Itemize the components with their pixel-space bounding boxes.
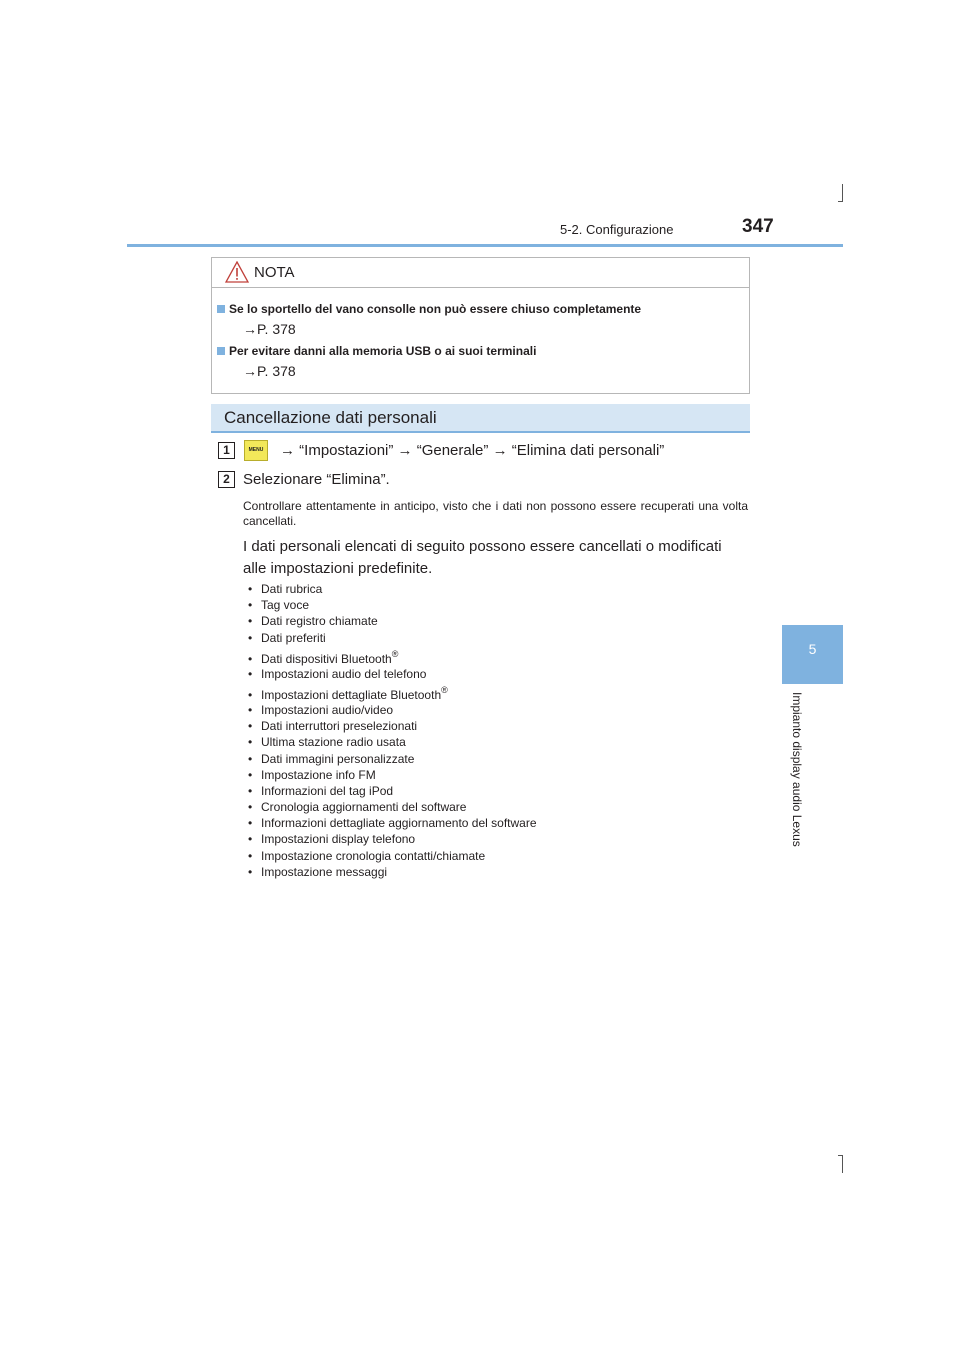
nota-item-ref[interactable]: →P. 378 — [243, 363, 296, 379]
list-item: • Impostazione info FM — [248, 767, 376, 782]
list-item: • Dati preferiti — [248, 630, 326, 645]
list-item: • Tag voce — [248, 598, 310, 613]
chapter-number: 5 — [808, 641, 817, 657]
registered-mark: ® — [391, 648, 399, 659]
intro-paragraph: I dati personali elencati di seguito possono essere cancellati o modificati alle impostazioni predefinite. — [243, 538, 722, 577]
list-item: • Dati registro chiamate — [248, 614, 378, 629]
list-item: • Impostazione messaggi — [248, 864, 388, 879]
page-number: 347 — [742, 216, 774, 237]
crop-mark-top — [842, 184, 843, 202]
list-item: • Ultima stazione radio usata — [248, 735, 406, 750]
personal-data-list — [248, 581, 537, 880]
list-item: • Impostazioni audio/video — [248, 702, 394, 717]
list-item: • Dati dispositivi Bluetooth® — [248, 648, 399, 666]
list-item: • Informazioni del tag iPod — [248, 783, 394, 798]
step-text-1: → “Impostazioni” → “Generale” → “Elimina dati personali” — [280, 442, 665, 459]
nota-title: NOTA — [254, 264, 295, 281]
section-title: Cancellazione dati personali — [224, 408, 437, 427]
list-item: • Impostazioni audio del telefono — [248, 666, 427, 681]
caution-note: Controllare attentamente in anticipo, visto che i dati non possono essere recuperati una volta cancellati. — [243, 499, 748, 528]
nota-item-ref[interactable]: →P. 378 — [243, 321, 296, 337]
step-number-2: 2 — [218, 471, 235, 488]
nota-item-heading: Se lo sportello del vano consolle non può essere chiuso completamente — [217, 302, 641, 316]
step-number-1: 1 — [218, 442, 235, 459]
nota-item-heading: Per evitare danni alla memoria USB o ai suoi terminali — [217, 344, 536, 358]
list-item: • Informazioni dettagliate aggiornamento del software — [248, 816, 537, 831]
menu-button-icon: MENU — [244, 440, 268, 461]
list-item: • Impostazioni display telefono — [248, 832, 416, 847]
header-section-label: 5-2. Configurazione — [560, 222, 674, 237]
registered-mark: ® — [441, 684, 448, 695]
crop-mark-bottom — [842, 1155, 843, 1173]
header-rule — [127, 244, 843, 247]
list-item: • Impostazioni dettagliate Bluetooth® — [248, 684, 448, 702]
list-item: • Dati rubrica — [248, 582, 323, 596]
chapter-title: Impianto display audio Lexus — [790, 692, 804, 847]
chapter-tab — [782, 625, 843, 684]
list-item: • Dati immagini personalizzate — [248, 751, 415, 766]
warning-icon — [225, 261, 249, 283]
crop-mark-bottom-foot — [838, 1155, 843, 1156]
square-bullet-icon — [217, 305, 225, 313]
step-text-2: Selezionare “Elimina”. — [243, 471, 390, 488]
list-item: • Impostazione cronologia contatti/chiamate — [248, 848, 486, 863]
list-item: • Cronologia aggiornamenti del software — [248, 800, 467, 815]
crop-mark-top-foot — [838, 201, 843, 202]
square-bullet-icon — [217, 347, 225, 355]
list-item: • Dati interruttori preselezionati — [248, 719, 418, 734]
